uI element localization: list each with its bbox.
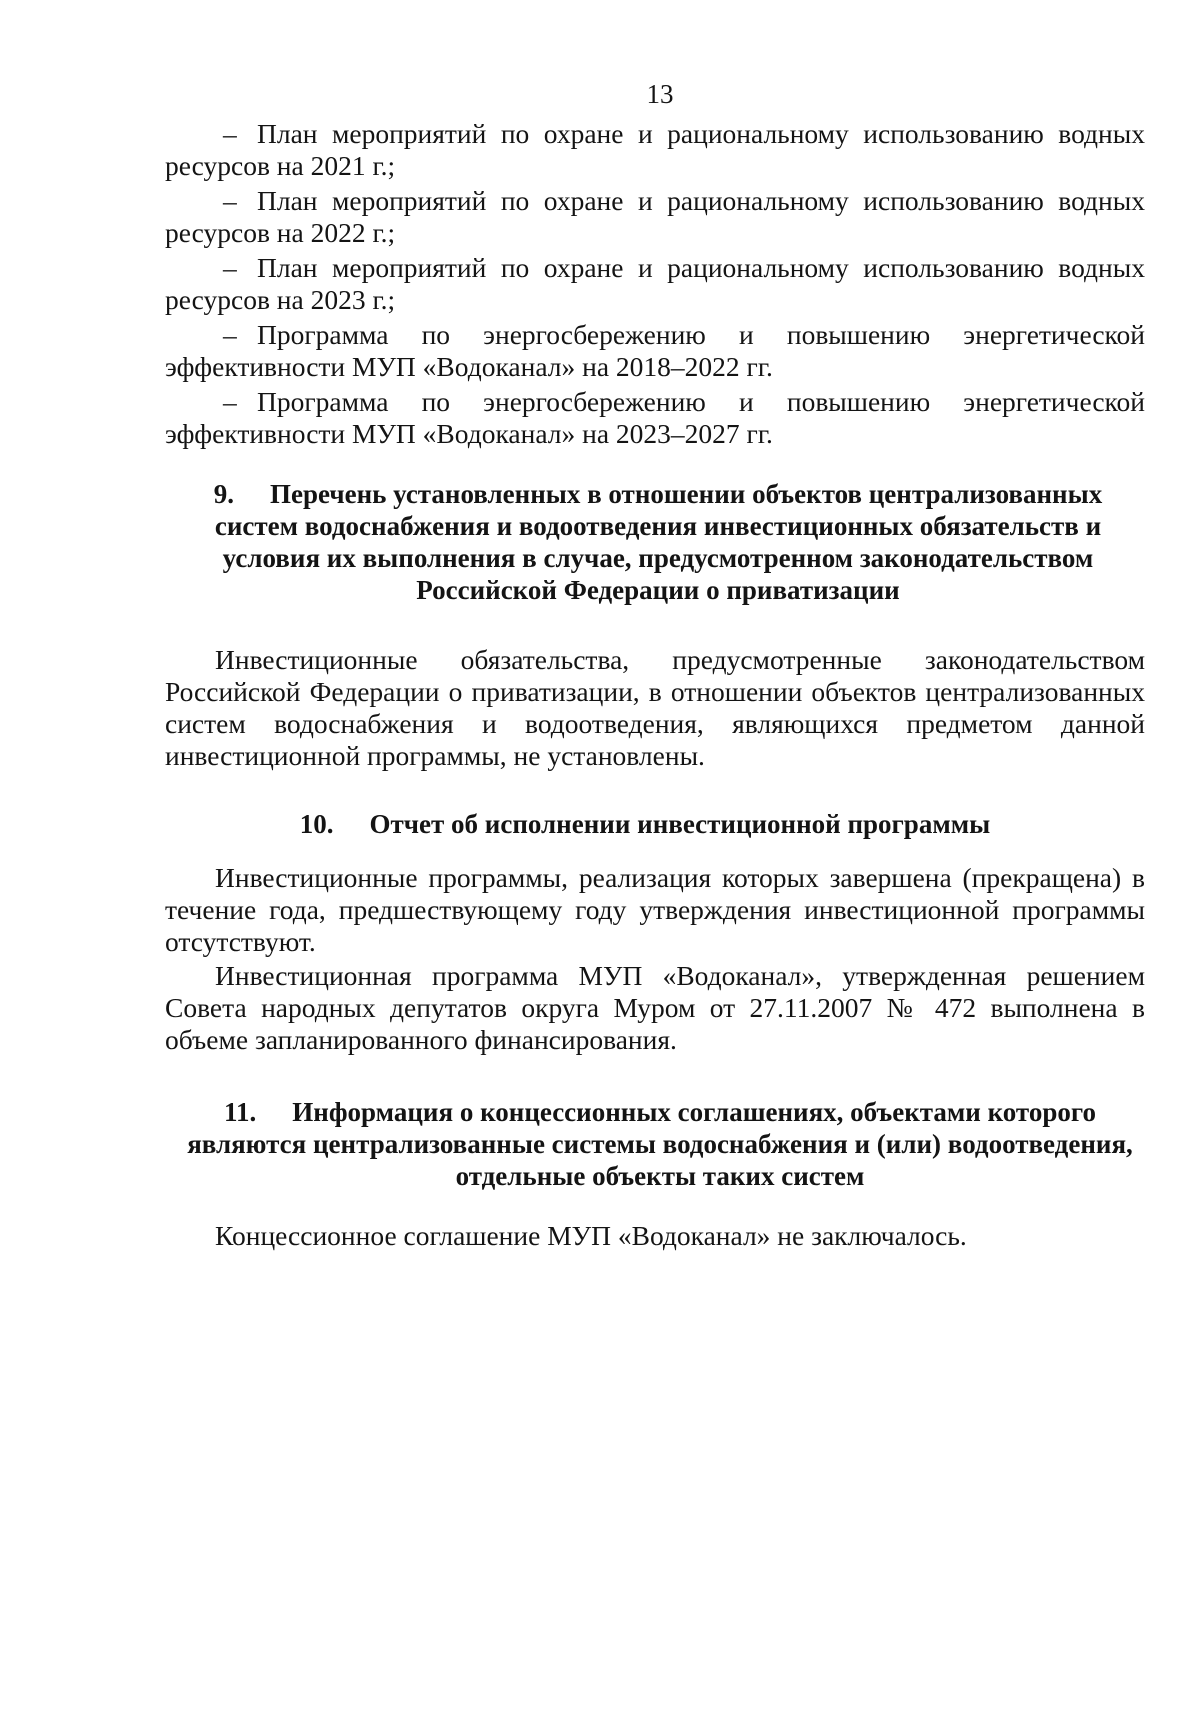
- section-9-number: 9.: [213, 479, 235, 509]
- list-item-text: Программа по энергосбережению и повышению энергетической эффективности МУП «Водоканал» на 2018–2022 гг.: [165, 319, 1145, 382]
- list-dash: –: [223, 185, 237, 216]
- page-number: 13: [646, 79, 674, 109]
- list-item: [165, 386, 1145, 450]
- document-body: [165, 118, 1145, 1252]
- section-10-title: Отчет об исполнении инвестиционной программы: [369, 809, 991, 839]
- list-item-text: План мероприятий по охране и рациональному использованию водных ресурсов на 2021 г.;: [165, 118, 1145, 181]
- list-item-text: Программа по энергосбережению и повышению энергетической эффективности МУП «Водоканал» на 2023–2027 гг.: [165, 386, 1145, 449]
- list-item: [165, 185, 1145, 249]
- section-10-paragraph-2: Инвестиционная программа МУП «Водоканал», утвержденная решением Совета народных депутатов округа Муром от 27.11.2007 № 472 выполнена в объеме запланированного финансирования.: [165, 960, 1145, 1055]
- section-11-paragraph: Концессионное соглашение МУП «Водоканал» не заключалось.: [215, 1220, 967, 1251]
- plans-list: [165, 118, 1145, 450]
- list-item: [165, 118, 1145, 182]
- section-11-title: Информация о концессионных соглашениях, объектами которого являются централизованные системы водоснабжения и (или) водоотведения, отдельные объекты таких систем: [187, 1097, 1133, 1191]
- list-item: [165, 252, 1145, 316]
- section-9-heading: [165, 478, 1145, 606]
- section-10-number: 10.: [299, 809, 334, 839]
- section-11-heading: [165, 1096, 1145, 1192]
- list-dash: –: [223, 252, 237, 283]
- list-item-text: План мероприятий по охране и рациональному использованию водных ресурсов на 2022 г.;: [165, 185, 1145, 248]
- list-dash: –: [223, 118, 237, 149]
- section-10-heading: [165, 808, 1145, 840]
- section-9-title: Перечень установленных в отношении объектов централизованных систем водоснабжения и водоотведения инвестиционных обязательств и условия их выполнения в случае, предусмотренном законодательством Российской Федерации о приватизации: [214, 479, 1103, 605]
- section-11-number: 11.: [224, 1097, 257, 1127]
- list-dash: –: [223, 386, 237, 417]
- section-10-paragraph-1: Инвестиционные программы, реализация которых завершена (прекращена) в течение года, предшествующему году утверждения инвестиционной программы отсутствуют.: [165, 862, 1145, 957]
- section-9-paragraph: Инвестиционные обязательства, предусмотренные законодательством Российской Федерации о приватизации, в отношении объектов централизованных систем водоснабжения и водоотведения, являющихся предметом данной инвестиционной программы, не установлены.: [165, 644, 1145, 771]
- list-item: [165, 319, 1145, 383]
- list-item-text: План мероприятий по охране и рациональному использованию водных ресурсов на 2023 г.;: [165, 252, 1145, 315]
- list-dash: –: [223, 319, 237, 350]
